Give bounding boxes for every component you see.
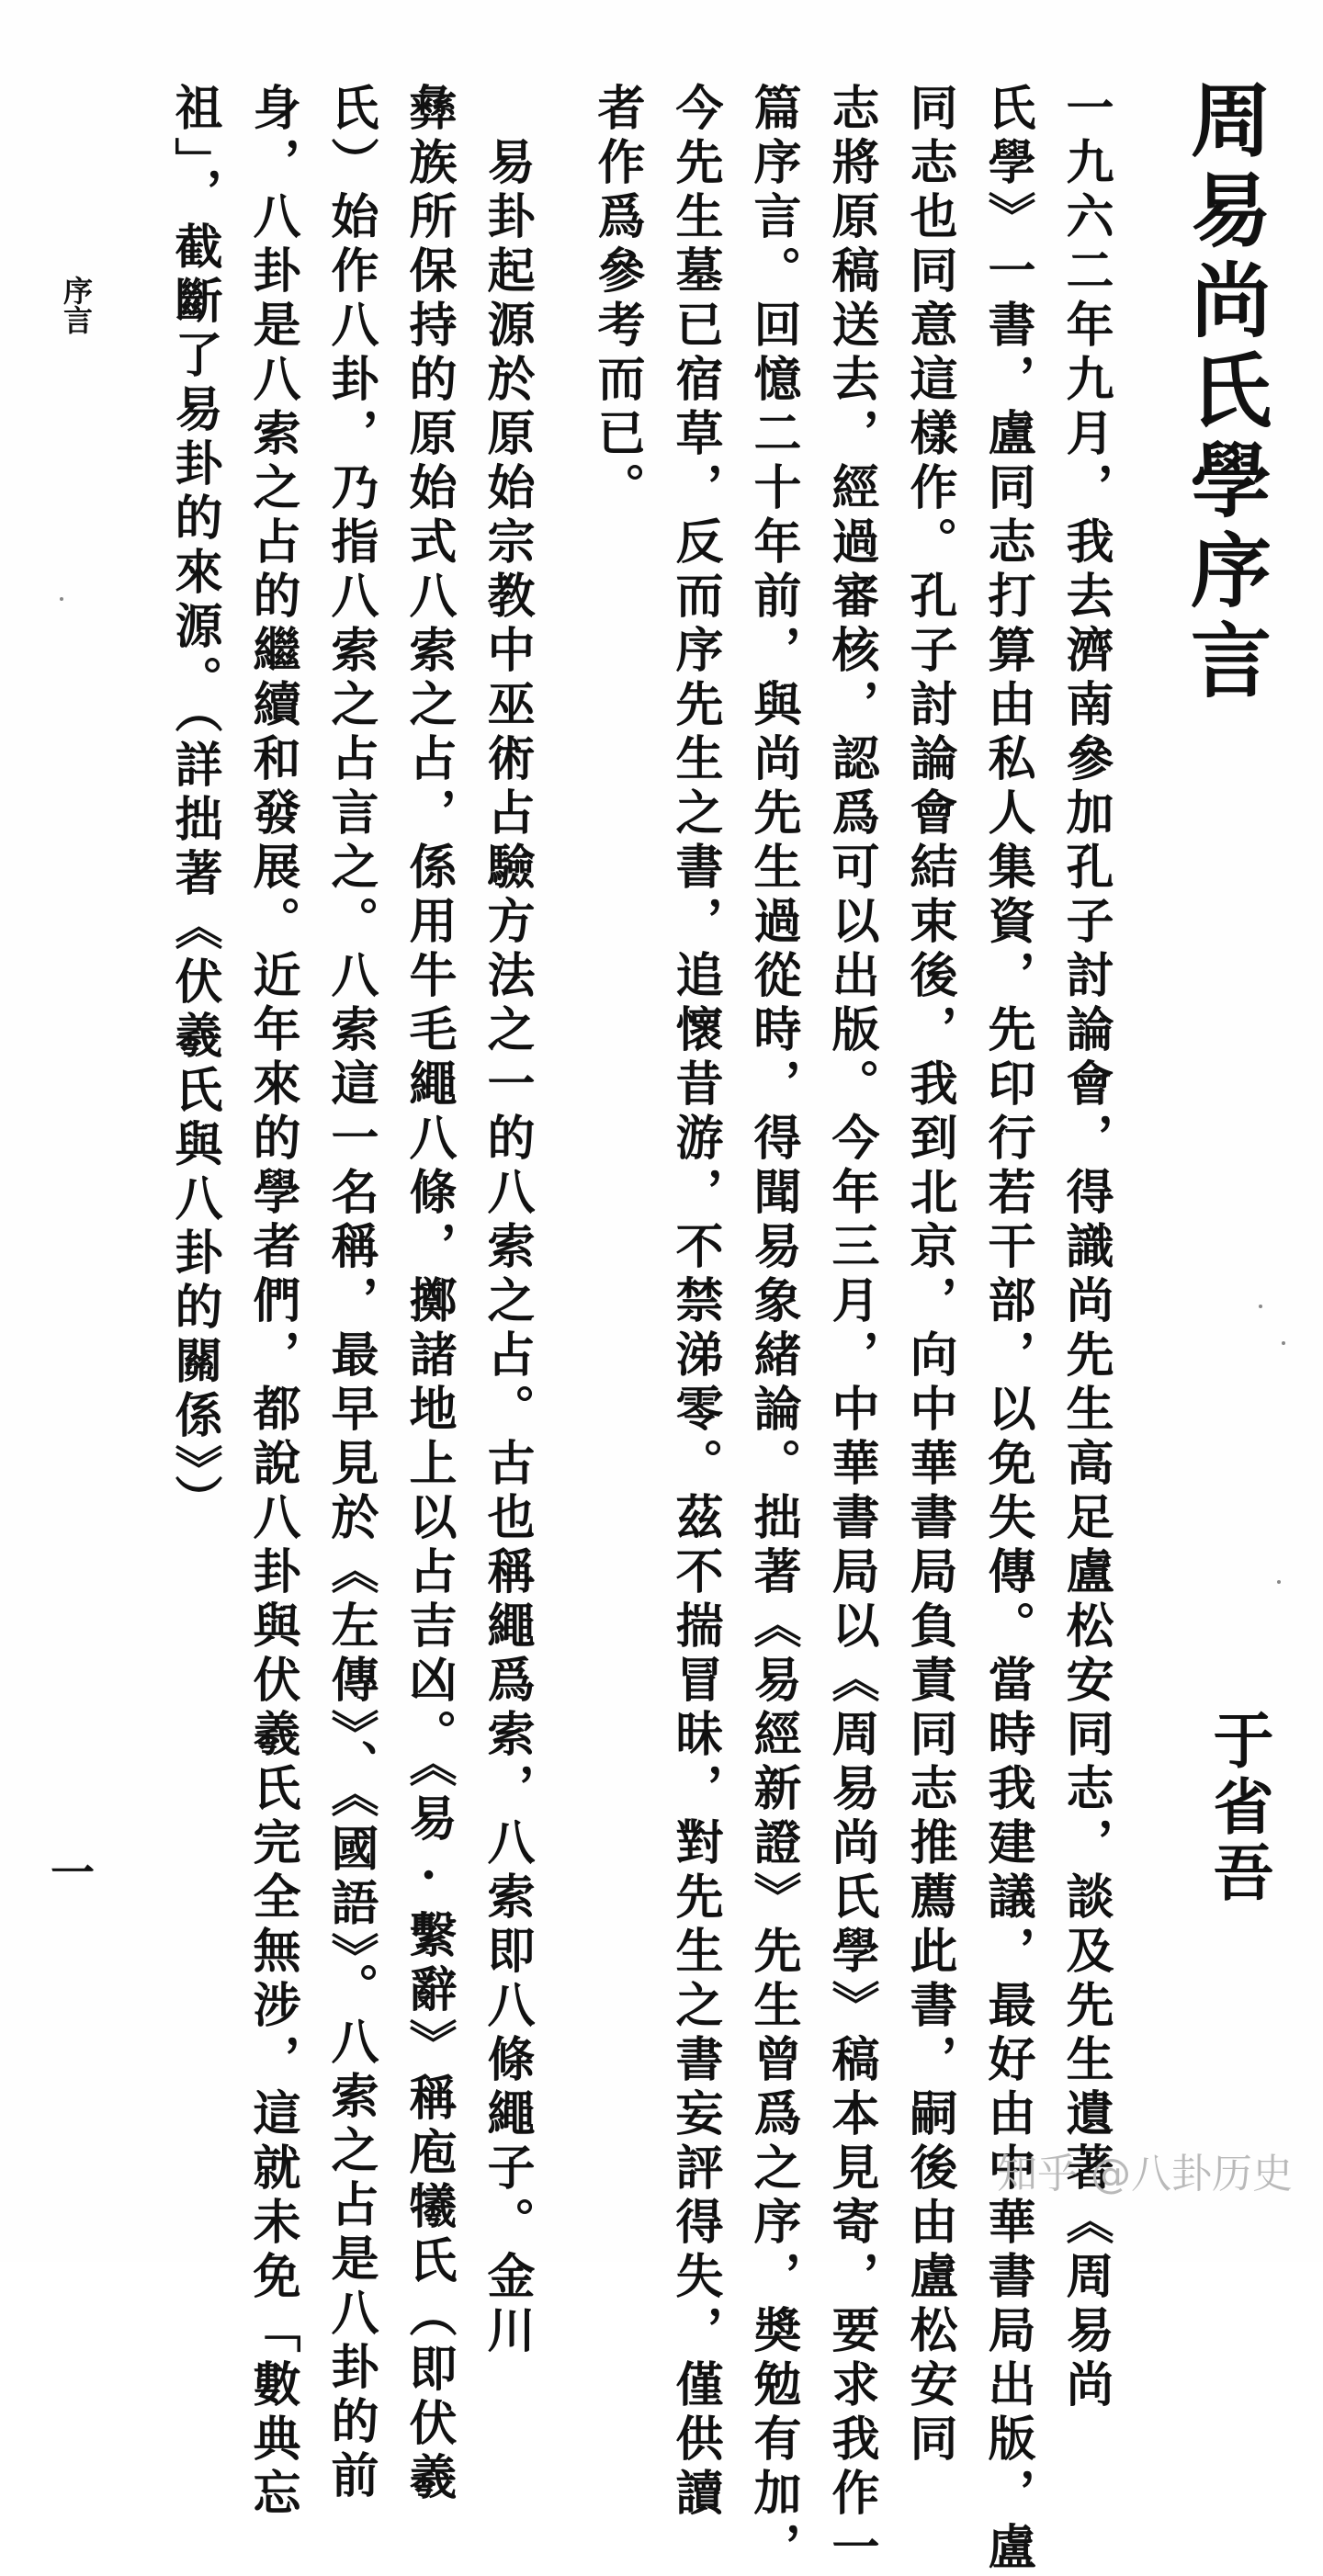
scan-speck <box>1282 1341 1285 1345</box>
scan-speck <box>60 597 63 601</box>
text-column: 今先生墓已宿草，反而序先生之書，追懷昔游，不禁涕零。茲不揣冒昧，對先生之書妄評得失，僅供讀 <box>667 83 723 2522</box>
page-number: 一 <box>51 1847 96 1899</box>
watermark-text: 知乎 @八卦历史 <box>997 2151 1293 2198</box>
text-column: 志將原稿送去，經過審核，認爲可以出版。今年三月，中華書局以《周易尚氏學》稿本見寄，要求我作一 <box>823 83 879 2576</box>
running-header-label: 序言 <box>59 276 94 334</box>
text-column: 易卦起源於原始宗教中巫術占驗方法之一的八索之占。古也稱繩爲索，八索即八條繩子。金川 <box>479 83 535 2359</box>
text-column: 篇序言。回憶二十年前，與尚先生過從時，得聞易象緒論。拙著《易經新證》先生曾爲之序，奬勉有加， <box>745 83 801 2576</box>
text-column: 氏）始作八卦，乃指八索之占言之。八索這一名稱，最早見於《左傳》、《國語》。八索之占是八卦的前 <box>322 83 379 2504</box>
text-column: 一九六二年九月，我去濟南參加孔子討論會，得識尚先生高足盧松安同志，談及先生遺著《周易尚 <box>1057 83 1114 2413</box>
page-title: 周易尚氏學序言 <box>1178 78 1273 708</box>
text-column: 祖」，截斷了易卦的來源。（詳拙著《伏羲氏與八卦的關係》） <box>166 83 222 1529</box>
text-column: 同志也同意這樣作。孔子討論會結束後，我到北京，向中華書局負責同志推薦此書，嗣後由盧松安同 <box>901 83 957 2468</box>
scan-speck <box>1259 1305 1262 1308</box>
scan-speck <box>1277 1580 1281 1584</box>
text-column: 彝族所保持的原始式八索之占，係用牛毛繩八條，擲諸地上以占吉凶。《易·繫辭》稱庖犧氏（即伏羲 <box>401 83 457 2506</box>
author-name: 于省吾 <box>1203 1709 1274 1907</box>
text-column: 氏學》一書，盧同志打算由私人集資，先印行若干部，以免失傳。當時我建議，最好由中華書局出版，盧 <box>979 83 1035 2576</box>
text-column: 身，八卦是八索之占的繼續和發展。近年來的學者們，都說八卦與伏羲氏完全無涉，這就未免「數典忘 <box>244 83 300 2522</box>
text-column: 者作爲參考而已。 <box>589 83 645 516</box>
